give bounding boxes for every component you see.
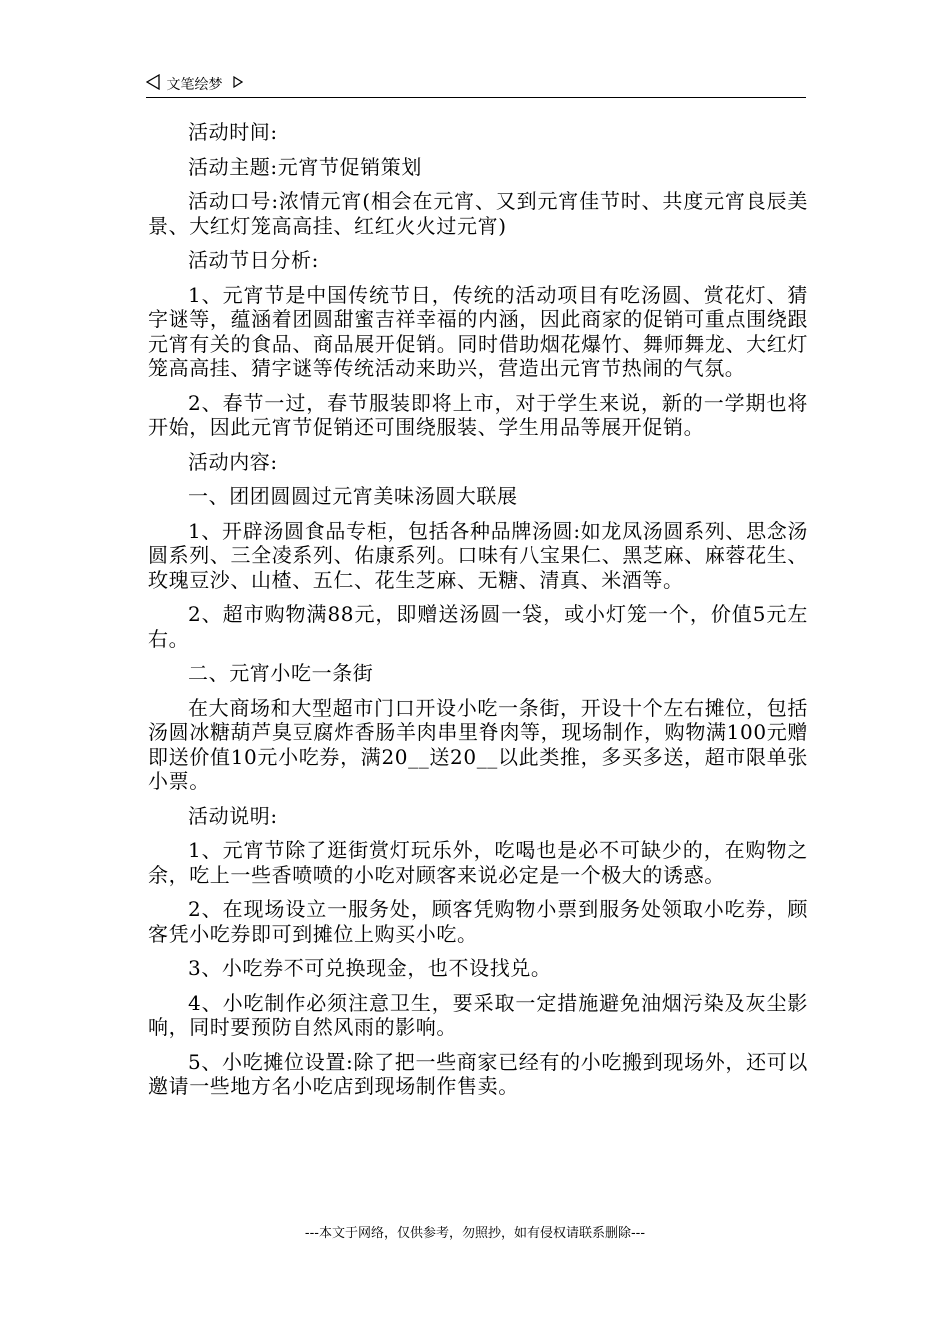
paragraph: 4、小吃制作必须注意卫生，要采取一定措施避免油烟污染及灰尘影响，同时要预防自然风雨的影响。 — [148, 990, 808, 1039]
triangle-right-icon — [233, 76, 243, 92]
paragraph: 活动口号:浓情元宵(相会在元宵、又到元宵佳节时、共度元宵良辰美景、大红灯笼高高挂、红红火火过元宵) — [148, 189, 808, 238]
paragraph: 二、元宵小吃一条街 — [188, 661, 374, 685]
paragraph: 1、元宵节是中国传统节日，传统的活动项目有吃汤圆、赏花灯、猜字谜等，蕴涵着团圆甜蜜吉祥幸福的内涵，因此商家的促销可重点围绕跟元宵有关的食品、商品展开促销。同时借助烟花爆竹、舞师舞龙、大红灯笼高高挂、猜字谜等传统活动来助兴，营造出元宵节热闹的气氛。 — [148, 282, 808, 380]
paragraph: 活动说明: — [188, 803, 278, 828]
paragraph: 5、小吃摊位设置:除了把一些商家已经有的小吃搬到现场外，还可以邀请一些地方名小吃店到现场制作售卖。 — [148, 1049, 808, 1098]
paragraph: 2、春节一过，春节服装即将上市，对于学生来说，新的一学期也将开始，因此元宵节促销还可围绕服装、学生用品等展开促销。 — [148, 390, 808, 439]
paragraph: 活动时间: — [188, 120, 278, 144]
page-footer: ---本文于网络，仅供参考，勿照抄，如有侵权请联系删除--- — [304, 1226, 646, 1241]
paragraph: 活动内容: — [188, 449, 278, 474]
document-body — [148, 120, 808, 1109]
paragraph: 1、元宵节除了逛街赏灯玩乐外，吃喝也是必不可缺少的，在购物之余，吃上一些香喷喷的小吃对顾客来说必定是一个极大的诱惑。 — [148, 838, 808, 887]
page-header — [146, 74, 806, 96]
header-divider — [146, 97, 806, 98]
paragraph: 2、在现场设立一服务处，顾客凭购物小票到服务处领取小吃券，顾客凭小吃券即可到摊位上购买小吃。 — [148, 897, 808, 946]
paragraph: 1、开辟汤圆食品专柜，包括各种品牌汤圆:如龙凤汤圆系列、思念汤圆系列、三全凌系列、佑康系列。口味有八宝果仁、黑芝麻、麻蓉花生、玫瑰豆沙、山楂、五仁、花生芝麻、无糖、清真、米酒等。 — [148, 518, 808, 592]
paragraph: 在大商场和大型超市门口开设小吃一条街，开设十个左右摊位，包括汤圆冰糖葫芦臭豆腐炸香肠羊肉串里脊肉等，现场制作，购物满100元赠即送价值10元小吃券，满20__送20__以此类推，多买多送，超市限单张小票。 — [148, 695, 808, 793]
triangle-left-icon — [146, 74, 160, 94]
header-title: 文笔绘梦 — [166, 77, 223, 93]
paragraph: 2、超市购物满88元，即赠送汤圆一袋，或小灯笼一个，价值5元左右。 — [148, 602, 808, 651]
paragraph: 一、团团圆圆过元宵美味汤圆大联展 — [188, 484, 518, 508]
paragraph: 活动节日分析: — [188, 248, 319, 272]
paragraph: 3、小吃券不可兑换现金，也不设找兑。 — [188, 956, 552, 980]
paragraph: 活动主题:元宵节促销策划 — [188, 154, 422, 179]
